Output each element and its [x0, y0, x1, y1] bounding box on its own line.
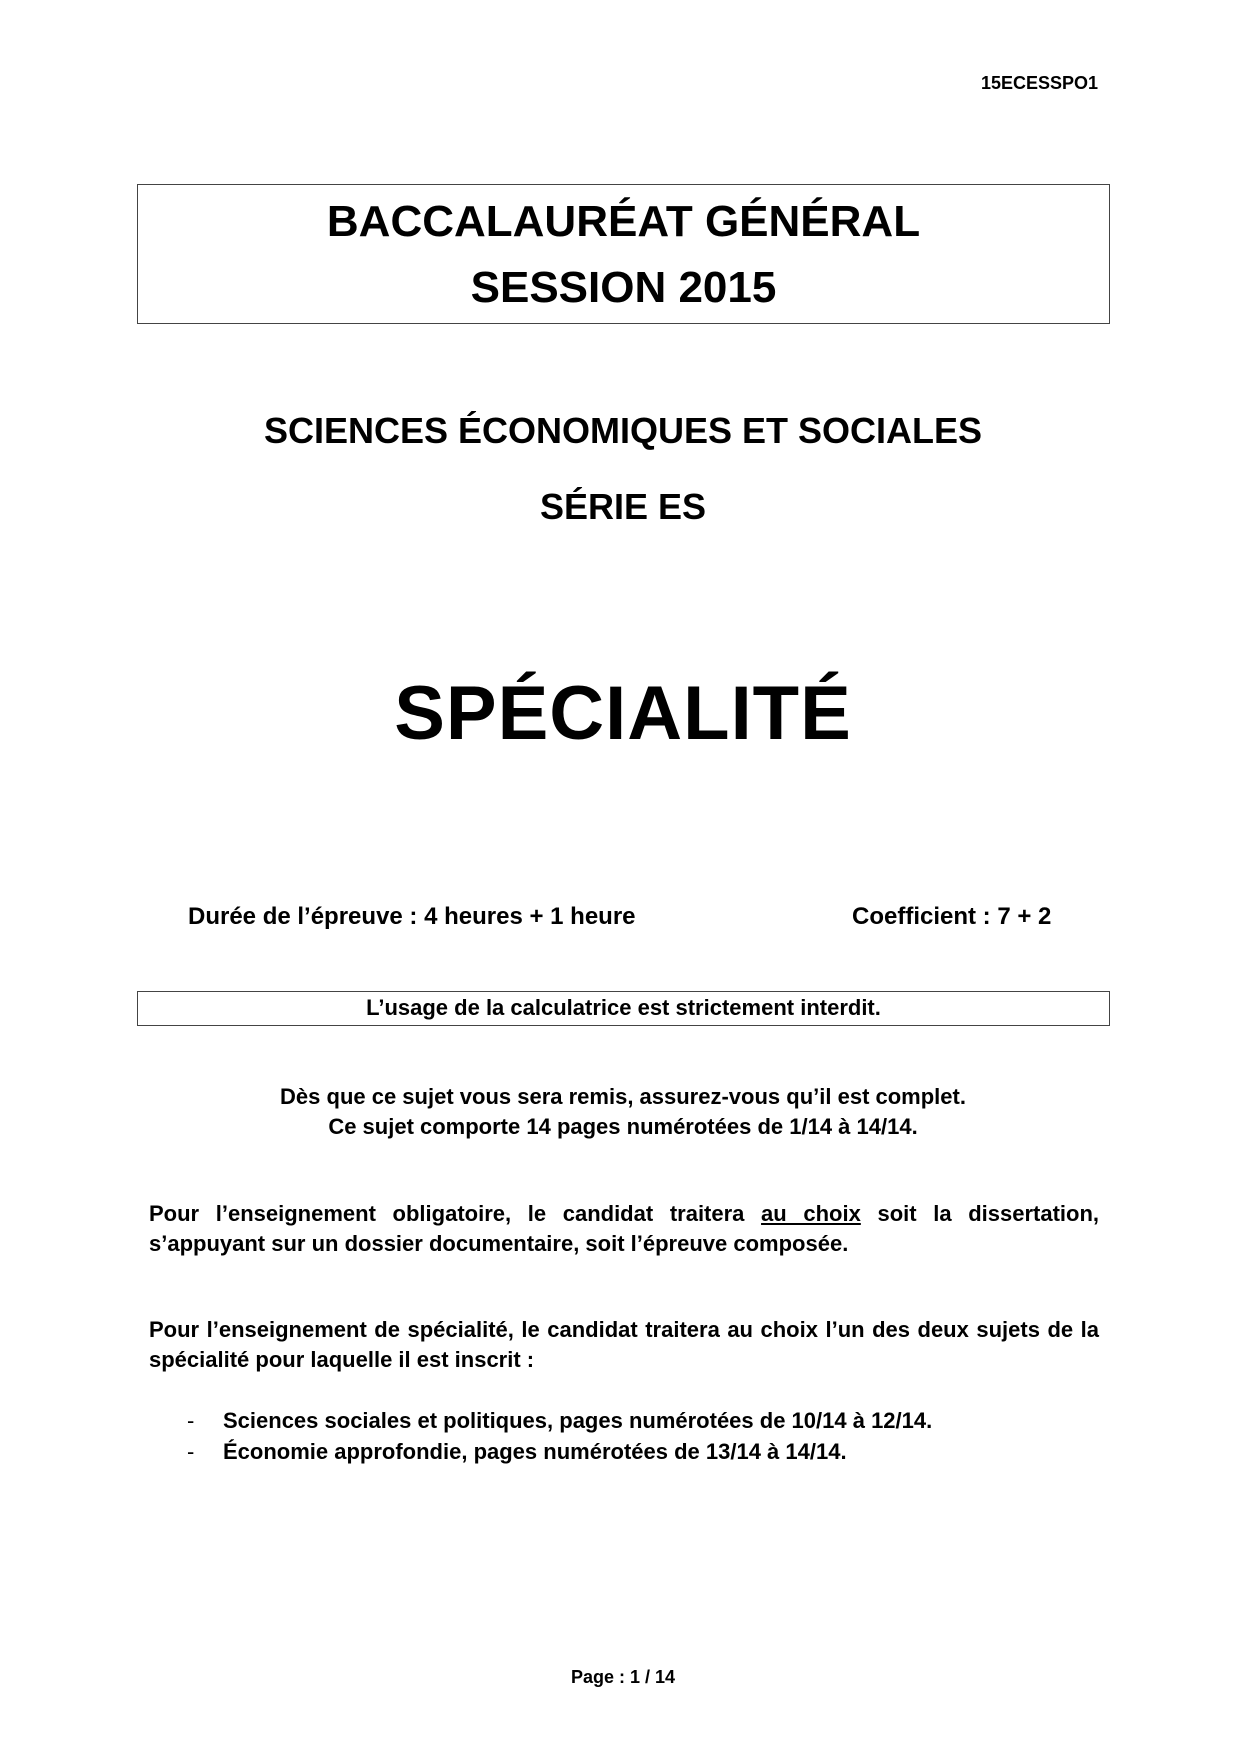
session-title: SESSION 2015 — [470, 263, 777, 312]
list-marker: - — [187, 1439, 195, 1464]
subject-name: SCIENCES ÉCONOMIQUES ET SOCIALES — [263, 410, 983, 451]
exam-coefficient: Coefficient : 7 + 2 — [852, 903, 1052, 930]
title-box — [137, 184, 1110, 324]
serie-label: SÉRIE ES — [539, 486, 707, 527]
completeness-notice-line2: Ce sujet comporte 14 pages numérotées de 1/14 à 14/14. — [328, 1114, 918, 1139]
calculator-notice: L’usage de la calculatrice est strictement interdit. — [137, 991, 1110, 1026]
list-marker: - — [187, 1408, 195, 1433]
document-code: 15ECESSPO1 — [980, 73, 1098, 93]
list-item — [187, 1405, 1087, 1436]
instruction-paragraph-obligatoire — [149, 1199, 1099, 1259]
exam-title: BACCALAURÉAT GÉNÉRAL — [326, 197, 921, 246]
option-text: Sciences sociales et politiques, pages numérotées de 10/14 à 12/14. — [223, 1408, 933, 1433]
emphasis-au-choix: au choix — [761, 1201, 861, 1226]
subject-options-list — [187, 1405, 1087, 1467]
instruction-text: soit la dissertation, s’appuyant sur un dossier documentaire, soit l’épreuve composée. — [149, 1201, 1100, 1256]
exam-duration: Durée de l’épreuve : 4 heures + 1 heure — [188, 903, 636, 930]
instruction-text: Pour l’enseignement obligatoire, le candidat traitera — [149, 1201, 762, 1226]
option-title: SPÉCIALITÉ — [394, 671, 852, 756]
option-text: Économie approfondie, pages numérotées de 13/14 à 14/14. — [223, 1439, 847, 1464]
page-number: Page : 1 / 14 — [570, 1667, 676, 1687]
list-item — [187, 1436, 1087, 1467]
instruction-paragraph-specialite: Pour l’enseignement de spécialité, le candidat traitera au choix l’un des deux sujets de la spécialité pour laquelle il est inscrit : — [149, 1317, 1099, 1372]
completeness-notice-line1: Dès que ce sujet vous sera remis, assurez-vous qu’il est complet. — [280, 1084, 966, 1109]
